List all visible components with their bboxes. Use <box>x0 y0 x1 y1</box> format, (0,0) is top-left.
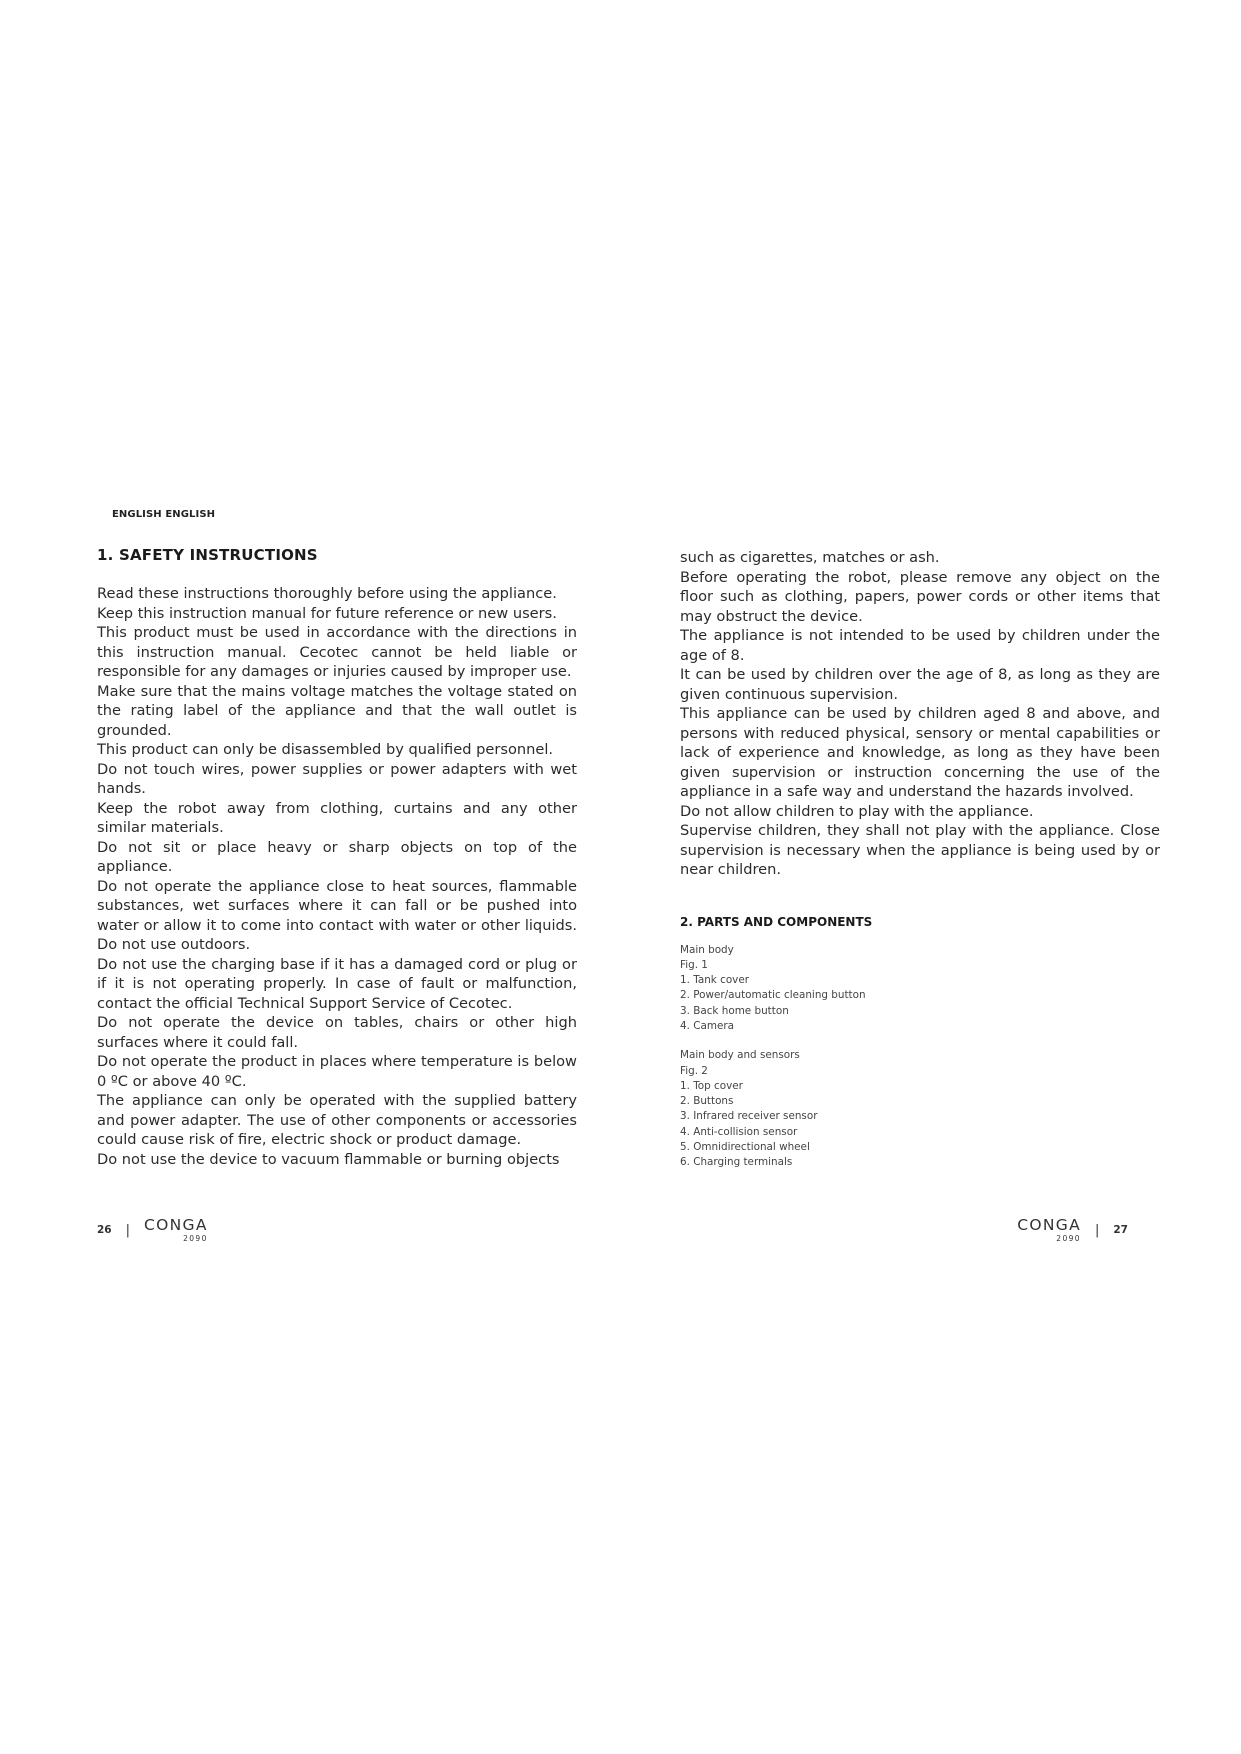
page-number-right: 27 <box>1113 1224 1128 1236</box>
parts-group-name: Main body and sensors <box>680 1049 800 1062</box>
safety-paragraph: Do not touch wires, power supplies or power adapters with wet hands. <box>97 760 577 797</box>
safety-paragraph: Do not operate the product in places where temperature is below 0 ºC or above 40 ºC. <box>97 1053 577 1090</box>
safety-paragraph: The appliance is not intended to be used by children under the age of 8. <box>680 627 1160 664</box>
safety-paragraph: The appliance can only be operated with the supplied battery and power adapter. The use of other components or accessories could cause risk of fire, electric shock or product damage. <box>97 1092 577 1148</box>
running-header: ENGLISH ENGLISH <box>112 509 216 520</box>
conga-logo <box>1017 1218 1081 1242</box>
safety-paragraph: This product must be used in accordance with the directions in this instruction manual. Cecotec cannot be held liable or responsible for any damages or injuries caused by improper use. <box>97 624 577 680</box>
parts-list <box>680 973 1160 1034</box>
footer-separator: | <box>125 1222 131 1238</box>
parts-group-main-body-sensors <box>680 1048 1160 1170</box>
page-number-left: 26 <box>97 1224 112 1236</box>
list-item: 6. Charging terminals <box>680 1156 793 1169</box>
safety-paragraph: Keep this instruction manual for future reference or new users. <box>97 604 557 622</box>
logo-model: 2090 <box>1056 1233 1081 1243</box>
list-item: 2. Buttons <box>680 1095 734 1108</box>
list-item: 3. Back home button <box>680 1004 789 1017</box>
figure-label: Fig. 2 <box>680 1064 708 1077</box>
right-column <box>680 548 1160 1185</box>
safety-paragraph: It can be used by children over the age of 8, as long as they are given continuous supervision. <box>680 666 1160 703</box>
footer-right <box>1017 1218 1128 1242</box>
list-item: 5. Omnidirectional wheel <box>680 1141 810 1154</box>
conga-logo <box>144 1218 208 1242</box>
safety-paragraph: Make sure that the mains voltage matches the voltage stated on the rating label of the appliance and that the wall outlet is grounded. <box>97 682 577 739</box>
safety-paragraph: such as cigarettes, matches or ash. <box>680 549 940 566</box>
safety-paragraph: Do not use the charging base if it has a damaged cord or plug or if it is not operating properly. In case of fault or malfunction, contact the official Technical Support Service of Cecotec. <box>97 955 577 1012</box>
left-column <box>97 546 577 1169</box>
list-item: 1. Top cover <box>680 1079 743 1092</box>
figure-label: Fig. 1 <box>680 958 708 971</box>
footer-left <box>97 1218 208 1242</box>
parts-list <box>680 1079 1160 1171</box>
safety-instructions-title: 1. SAFETY INSTRUCTIONS <box>97 546 318 564</box>
logo-model: 2090 <box>183 1233 208 1243</box>
safety-paragraph: Supervise children, they shall not play with the appliance. Close supervision is necessary when the appliance is being used by or near children. <box>680 822 1160 878</box>
safety-paragraph: This appliance can be used by children aged 8 and above, and persons with reduced physical, sensory or mental capabilities or lack of experience and knowledge, as long as they have been given supervision or instruction concerning the use of the appliance in a safe way and understand the hazards involved. <box>680 705 1160 800</box>
safety-paragraph: Keep the robot away from clothing, curtains and any other similar materials. <box>97 799 577 836</box>
safety-paragraph: Do not use the device to vacuum flammable or burning objects <box>97 1150 560 1168</box>
safety-paragraph: Read these instructions thoroughly before using the appliance. <box>97 585 557 602</box>
safety-paragraph: Do not sit or place heavy or sharp objects on top of the appliance. <box>97 838 577 875</box>
list-item: 2. Power/automatic cleaning button <box>680 989 866 1002</box>
safety-text-continued <box>680 548 1160 880</box>
safety-paragraph: Do not allow children to play with the appliance. <box>680 802 1034 820</box>
safety-paragraph: Before operating the robot, please remove any object on the floor such as clothing, papers, power cords or other items that may obstruct the device. <box>680 568 1160 625</box>
safety-paragraph: This product can only be disassembled by qualified personnel. <box>97 741 554 758</box>
parts-components-title: 2. PARTS AND COMPONENTS <box>680 914 873 929</box>
parts-group-name: Main body <box>680 943 734 956</box>
safety-paragraph: Do not operate the appliance close to heat sources, flammable substances, wet surfaces where it can fall or be pushed into water or allow it to come into contact with water or other liquids. Do not use outdoors. <box>97 877 577 953</box>
list-item: 4. Camera <box>680 1019 734 1032</box>
list-item: 4. Anti-collision sensor <box>680 1125 798 1138</box>
logo-text: CONGA <box>1017 1216 1081 1234</box>
list-item: 3. Infrared receiver sensor <box>680 1110 818 1123</box>
footer-separator: | <box>1094 1222 1100 1238</box>
parts-group-main-body <box>680 943 1160 1035</box>
safety-paragraph: Do not operate the device on tables, chairs or other high surfaces where it could fall. <box>97 1014 577 1051</box>
logo-text: CONGA <box>144 1216 208 1234</box>
safety-text <box>97 584 577 1169</box>
list-item: 1. Tank cover <box>680 974 749 987</box>
